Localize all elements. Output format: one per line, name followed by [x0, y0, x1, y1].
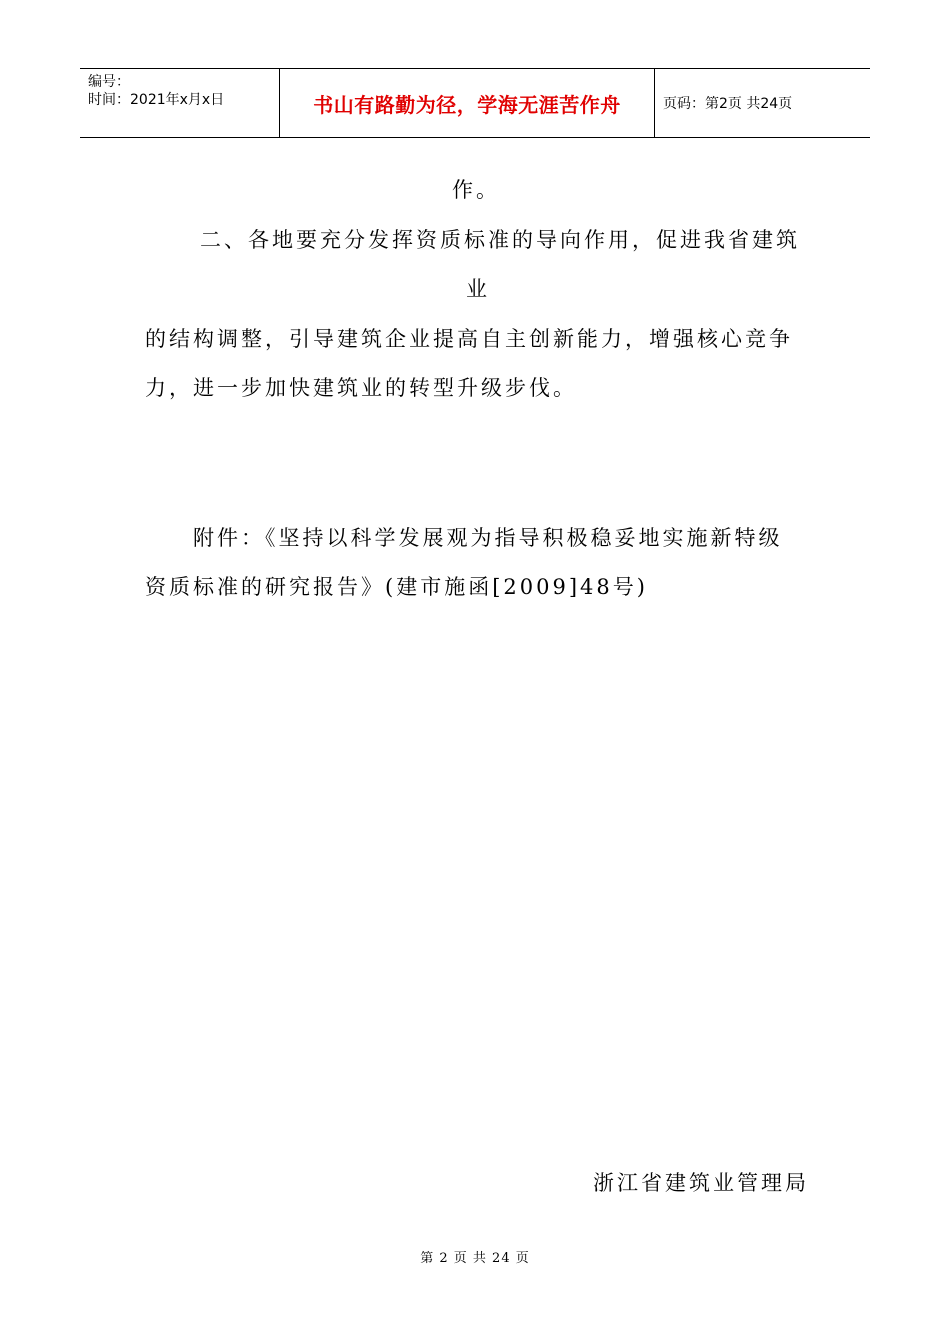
attachment-line-2: 资质标准的研究报告》(建市施函[2009]48号)	[145, 575, 648, 599]
document-time-label: 时间：2021年x月x日	[88, 92, 225, 108]
page-footer: 第 2 页 共 24 页	[420, 1251, 530, 1266]
header-motto: 书山有路勤为径，学海无涯苦作舟	[280, 69, 655, 137]
body-line-3: 业	[466, 277, 490, 301]
page-header	[80, 68, 870, 138]
body-line-5: 力，进一步加快建筑业的转型升级步伐。	[145, 376, 577, 400]
body-line-1: 作。	[452, 178, 500, 202]
document-number-label: 编号：	[88, 74, 130, 90]
header-page-info: 页码：第2页 共24页	[663, 96, 793, 112]
header-meta	[80, 69, 280, 137]
body-line-2: 二、各地要充分发挥资质标准的导向作用，促进我省建筑	[200, 228, 800, 252]
body-line-4: 的结构调整，引导建筑企业提高自主创新能力，增强核心竞争	[145, 327, 793, 351]
signature: 浙江省建筑业管理局	[593, 1171, 809, 1195]
attachment-line-1: 附件：《坚持以科学发展观为指导积极稳妥地实施新特级	[193, 526, 783, 550]
